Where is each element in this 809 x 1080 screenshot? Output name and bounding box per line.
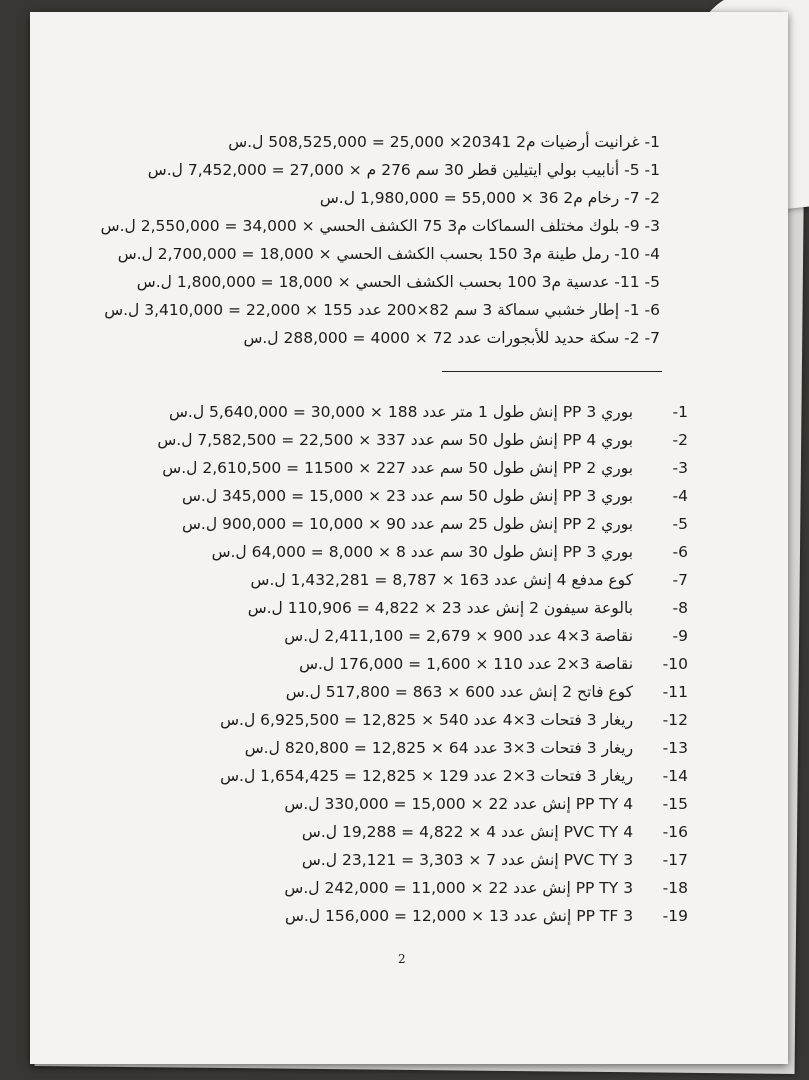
item-text: نقاصة 3×2 عدد 110 × 1,600 = 176,000 ل.س: [299, 655, 634, 673]
item-text: ريغار 3 فتحات 3×4 عدد 540 × 12,825 = 6,925,500 ل.س: [220, 711, 634, 729]
item-number: 9-: [672, 627, 688, 645]
list-item: [220, 710, 688, 730]
list-item: [182, 514, 688, 534]
item-text: بوري PP 4 إنش طول 50 سم عدد 337 × 22,500 = 7,582,500 ل.س: [157, 431, 634, 449]
item-text: بوري PP 2 إنش طول 50 سم عدد 227 × 11500 = 2,610,500 ل.س: [162, 459, 634, 477]
list-item: [302, 850, 688, 870]
section-divider: [442, 371, 662, 372]
item-text: 4 PP TY إنش عدد 22 × 15,000 = 330,000 ل.س: [284, 795, 634, 813]
item-text: ريغار 3 فتحات 3×2 عدد 129 × 12,825 = 1,654,425 ل.س: [220, 767, 634, 785]
item-number: 15-: [662, 795, 688, 813]
list-item: 1- غرانيت أرضيات م2 20341× 25,000 = 508,525,000 ل.س: [228, 133, 660, 151]
document-page: [30, 12, 788, 1064]
item-number: 5-: [672, 515, 688, 533]
item-number: 13-: [662, 739, 688, 757]
item-number: 12-: [662, 711, 688, 729]
page-number: 2: [398, 952, 406, 966]
item-number: 8-: [672, 599, 688, 617]
item-number: 2-: [672, 431, 688, 449]
list-item: 6- 1- إطار خشبي سماكة 3 سم 82×200 عدد 155 × 22,000 = 3,410,000 ل.س: [104, 301, 660, 319]
list-item: [251, 570, 688, 590]
item-text: 3 PP TY إنش عدد 22 × 11,000 = 242,000 ل.س: [284, 879, 634, 897]
item-number: 7-: [672, 571, 688, 589]
list-item: [162, 458, 688, 478]
list-item: [284, 878, 688, 898]
list-item: [220, 766, 688, 786]
list-item: [182, 486, 688, 506]
item-number: 6-: [672, 543, 688, 561]
list-item: 4- 10- رمل طينة م3 150 بحسب الكشف الحسي × 18,000 = 2,700,000 ل.س: [117, 245, 660, 263]
list-item: [157, 430, 688, 450]
item-text: بوري PP 3 إنش طول 1 متر عدد 188 × 30,000 = 5,640,000 ل.س: [168, 403, 634, 421]
list-item: [299, 654, 688, 674]
item-number: 1-: [672, 403, 688, 421]
list-item: 7- 2- سكة حديد للأبجورات عدد 72 × 4000 = 288,000 ل.س: [243, 329, 660, 347]
list-item: 5- 11- عدسية م3 100 بحسب الكشف الحسي × 18,000 = 1,800,000 ل.س: [136, 273, 660, 291]
item-text: 3 PVC TY إنش عدد 7 × 3,303 = 23,121 ل.س: [301, 851, 634, 869]
list-item: [285, 906, 688, 926]
item-text: نقاصة 3×4 عدد 900 × 2,679 = 2,411,100 ل.س: [284, 627, 634, 645]
item-number: 11-: [662, 683, 688, 701]
list-item: [302, 822, 688, 842]
item-text: كوع فاتح 2 إنش عدد 600 × 863 = 517,800 ل.س: [285, 683, 634, 701]
list-item: 1- 5- أنابيب بولي ايتيلين قطر 30 سم 276 م × 27,000 = 7,452,000 ل.س: [147, 161, 660, 179]
item-number: 17-: [662, 851, 688, 869]
list-item: [284, 794, 688, 814]
item-number: 19-: [662, 907, 688, 925]
item-text: كوع مدفع 4 إنش عدد 163 × 8,787 = 1,432,281 ل.س: [250, 571, 634, 589]
item-number: 4-: [672, 487, 688, 505]
list-item: 3- 9- بلوك مختلف السماكات م3 75 الكشف الحسي × 34,000 = 2,550,000 ل.س: [100, 217, 660, 235]
item-number: 10-: [662, 655, 688, 673]
item-number: 16-: [662, 823, 688, 841]
item-number: 3-: [672, 459, 688, 477]
item-text: 3 PP TF إنش عدد 13 × 12,000 = 156,000 ل.س: [284, 907, 634, 925]
list-item: [248, 598, 688, 618]
item-text: بوري PP 3 إنش طول 30 سم عدد 8 × 8,000 = 64,000 ل.س: [211, 543, 634, 561]
list-item: [286, 682, 688, 702]
item-text: ريغار 3 فتحات 3×3 عدد 64 × 12,825 = 820,800 ل.س: [244, 739, 634, 757]
item-text: بالوعة سيفون 2 إنش عدد 23 × 4,822 = 110,906 ل.س: [247, 599, 634, 617]
list-item: 2- 7- رخام م2 36 × 55,000 = 1,980,000 ل.س: [319, 189, 660, 207]
item-text: 4 PVC TY إنش عدد 4 × 4,822 = 19,288 ل.س: [301, 823, 634, 841]
item-text: بوري PP 2 إنش طول 25 سم عدد 90 × 10,000 = 900,000 ل.س: [181, 515, 634, 533]
list-item: [212, 542, 688, 562]
item-text: بوري PP 3 إنش طول 50 سم عدد 23 × 15,000 = 345,000 ل.س: [181, 487, 634, 505]
item-number: 14-: [662, 767, 688, 785]
list-item: [284, 626, 688, 646]
list-item: [169, 402, 688, 422]
list-item: [245, 738, 688, 758]
item-number: 18-: [662, 879, 688, 897]
